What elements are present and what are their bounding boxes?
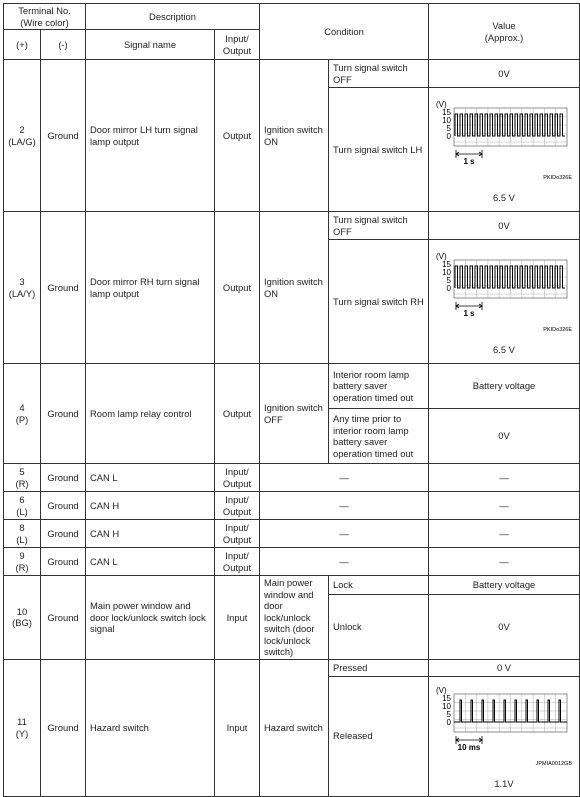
- axis-tick-label: 15: [442, 694, 451, 704]
- terminal-plus: 2 (LA/G): [4, 60, 41, 212]
- axis-tick-label: 0: [446, 283, 451, 293]
- terminal-minus: Ground: [41, 520, 86, 548]
- figure-code-label: PKIDo326E: [543, 174, 572, 181]
- terminal-plus: 8 (L): [4, 520, 41, 548]
- condition: Main power window and door lock/unlock switch (door lock/unlock switch): [260, 576, 329, 660]
- io: Input/ Output: [215, 548, 260, 576]
- io: Input/ Output: [215, 492, 260, 520]
- terminal-minus: Ground: [41, 659, 86, 796]
- axis-tick-label: 5: [446, 275, 451, 285]
- axis-tick-label: 10: [442, 115, 451, 125]
- terminal-plus: 4 (P): [4, 364, 41, 464]
- signal-name: CAN L: [86, 464, 215, 492]
- sub-condition: Turn signal switch RH: [329, 240, 429, 364]
- condition: —: [260, 492, 429, 520]
- header-plus: (+): [4, 30, 41, 60]
- terminal-table: [3, 3, 580, 797]
- value: 1.1V: [494, 778, 514, 790]
- value: 6.5 V: [493, 191, 515, 203]
- value: —: [429, 464, 580, 492]
- value: —: [429, 548, 580, 576]
- signal-name: Main power window and door lock/unlock switch lock signal: [86, 576, 215, 660]
- sub-condition: Turn signal switch OFF: [329, 212, 429, 240]
- terminal-minus: Ground: [41, 364, 86, 464]
- value: 0 V: [429, 659, 580, 676]
- io: Input: [215, 659, 260, 796]
- value: Battery voltage: [429, 364, 580, 409]
- sub-condition: Any time prior to interior room lamp battery saver operation timed out: [329, 409, 429, 464]
- time-scale-label: 1 s: [463, 156, 475, 166]
- sub-condition: Lock: [329, 576, 429, 595]
- axis-tick-label: 0: [446, 131, 451, 141]
- axis-tick-label: 0: [446, 718, 451, 728]
- figure-code-label: JPMIA0012GB: [535, 761, 572, 768]
- terminal-plus: 5 (R): [4, 464, 41, 492]
- terminal-minus: Ground: [41, 212, 86, 364]
- sub-condition: Released: [329, 676, 429, 796]
- signal-name: Hazard switch: [86, 659, 215, 796]
- condition: Ignition switch OFF: [260, 364, 329, 464]
- terminal-minus: Ground: [41, 576, 86, 660]
- sub-condition: Turn signal switch LH: [329, 88, 429, 212]
- axis-tick-label: 5: [446, 123, 451, 133]
- value: 6.5 V: [493, 343, 515, 355]
- axis-tick-label: 5: [446, 710, 451, 720]
- value-waveform-cell: [429, 240, 580, 364]
- signal-name: Door mirror RH turn signal lamp output: [86, 212, 215, 364]
- header-io: Input/ Output: [215, 30, 260, 60]
- io: Input: [215, 576, 260, 660]
- io: Output: [215, 60, 260, 212]
- time-scale-label: 10 ms: [457, 743, 481, 753]
- condition: —: [260, 548, 429, 576]
- value: —: [429, 492, 580, 520]
- header-description: Description: [86, 4, 260, 30]
- sub-condition: Interior room lamp battery saver operation timed out: [329, 364, 429, 409]
- terminal-plus: 9 (R): [4, 548, 41, 576]
- axis-tick-label: 10: [442, 702, 451, 712]
- condition: —: [260, 464, 429, 492]
- signal-name: Door mirror LH turn signal lamp output: [86, 60, 215, 212]
- terminal-minus: Ground: [41, 464, 86, 492]
- value: 0V: [429, 60, 580, 88]
- header-value: Value (Approx.): [429, 4, 580, 60]
- signal-name: CAN H: [86, 520, 215, 548]
- header-minus: (-): [41, 30, 86, 60]
- header-condition: Condition: [260, 4, 429, 60]
- terminal-minus: Ground: [41, 492, 86, 520]
- terminal-plus: 11 (Y): [4, 659, 41, 796]
- value: Battery voltage: [429, 576, 580, 595]
- io: Output: [215, 364, 260, 464]
- time-scale-label: 1 s: [463, 308, 475, 318]
- waveform-graph: [434, 682, 574, 778]
- sub-condition: Unlock: [329, 595, 429, 659]
- value-waveform-cell: [429, 676, 580, 796]
- sub-condition: Turn signal switch OFF: [329, 60, 429, 88]
- condition: —: [260, 520, 429, 548]
- io: Output: [215, 212, 260, 364]
- waveform-graph: [434, 248, 574, 344]
- value: 0V: [429, 409, 580, 464]
- axis-unit-label: (V): [436, 686, 447, 696]
- terminal-plus: 10 (BG): [4, 576, 41, 660]
- value-waveform-cell: [429, 88, 580, 212]
- header-terminal: Terminal No. (Wire color): [4, 4, 86, 30]
- terminal-minus: Ground: [41, 60, 86, 212]
- waveform-graph: [434, 96, 574, 192]
- condition: Ignition switch ON: [260, 212, 329, 364]
- value: 0V: [429, 595, 580, 659]
- io: Input/ Output: [215, 464, 260, 492]
- signal-name: CAN L: [86, 548, 215, 576]
- axis-unit-label: (V): [436, 99, 447, 109]
- terminal-plus: 6 (L): [4, 492, 41, 520]
- value: 0V: [429, 212, 580, 240]
- signal-name: Room lamp relay control: [86, 364, 215, 464]
- terminal-plus: 3 (LA/Y): [4, 212, 41, 364]
- terminal-minus: Ground: [41, 548, 86, 576]
- condition: Hazard switch: [260, 659, 329, 796]
- signal-name: CAN H: [86, 492, 215, 520]
- header-signal-name: Signal name: [86, 30, 215, 60]
- axis-tick-label: 15: [442, 107, 451, 117]
- axis-unit-label: (V): [436, 251, 447, 261]
- sub-condition: Pressed: [329, 659, 429, 676]
- condition: Ignition switch ON: [260, 60, 329, 212]
- figure-code-label: PKIDo326E: [543, 326, 572, 333]
- axis-tick-label: 10: [442, 267, 451, 277]
- axis-tick-label: 15: [442, 259, 451, 269]
- value: —: [429, 520, 580, 548]
- io: Input/ Output: [215, 520, 260, 548]
